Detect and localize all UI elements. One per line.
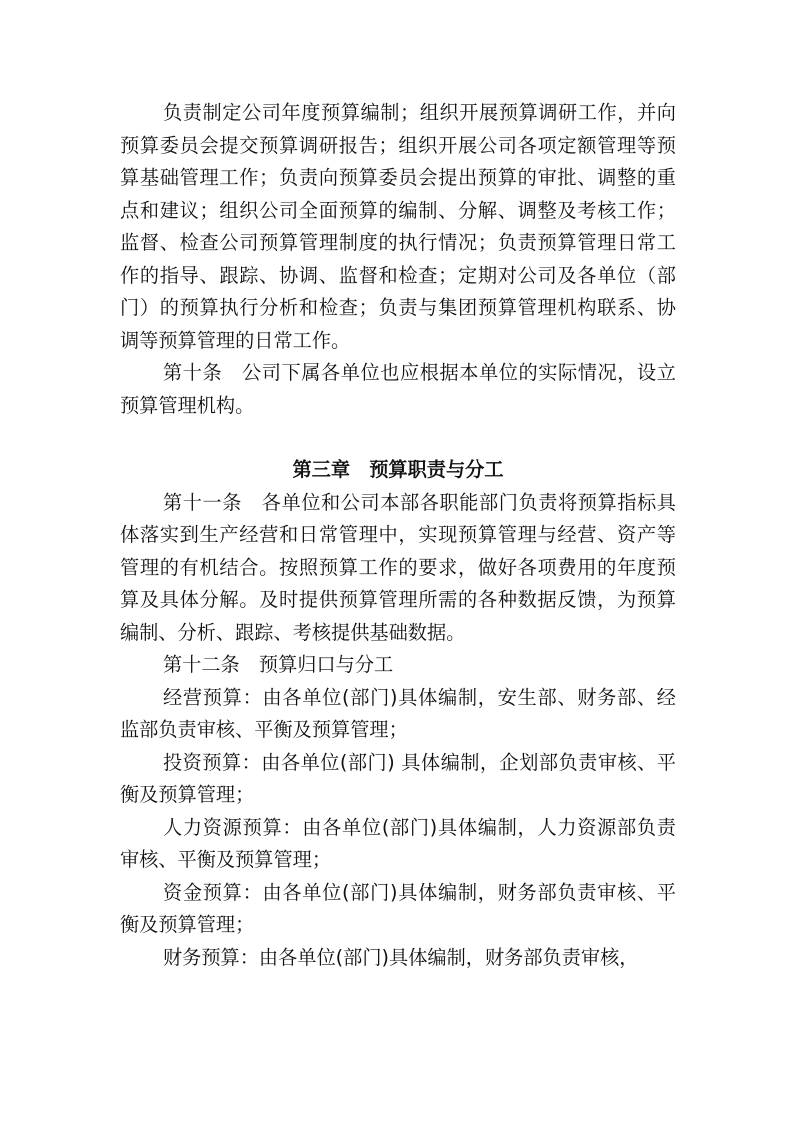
document-page bbox=[120, 97, 676, 974]
paragraph-operating-budget: 经营预算：由各单位(部门)具体编制，安生部、财务部、经监部负责审核、平衡及预算管理； bbox=[120, 685, 676, 741]
paragraph-capital-budget: 资金预算：由各单位(部门)具体编制，财务部负责审核、平衡及预算管理； bbox=[120, 880, 676, 936]
paragraph-financial-budget: 财务预算：由各单位(部门)具体编制，财务部负责审核， bbox=[163, 945, 639, 969]
paragraph-article-11: 第十一条 各单位和公司本部各职能部门负责将预算指标具体落实到生产经营和日常管理中，实现预算管理与经营、资产等管理的有机结合。按照预算工作的要求，做好各项费用的年度预算及具体分解。及时提供预算管理所需的各种数据反馈，为预算编制、分析、跟踪、考核提供基础数据。 bbox=[120, 490, 676, 644]
paragraph-budget-duties: 负责制定公司年度预算编制；组织开展预算调研工作，并向预算委员会提交预算调研报告；组织开展公司各项定额管理等预算基础管理工作；负责向预算委员会提出预算的审批、调整的重点和建议；组织公司全面预算的编制、分解、调整及考核工作；监督、检查公司预算管理制度的执行情况；负责预算管理日常工作的指导、跟踪、协调、监督和检查；定期对公司及各单位（部门）的预算执行分析和检查；负责与集团预算管理机构联系、协调等预算管理的日常工作。 bbox=[120, 101, 676, 352]
chapter-heading: 第三章 预算职责与分工 bbox=[292, 458, 504, 481]
paragraph-article-10: 第十条 公司下属各单位也应根据本单位的实际情况，设立预算管理机构。 bbox=[120, 361, 676, 417]
paragraph-hr-budget: 人力资源预算：由各单位(部门)具体编制，人力资源部负责审核、平衡及预算管理； bbox=[120, 815, 676, 871]
paragraph-article-12: 第十二条 预算归口与分工 bbox=[163, 653, 394, 676]
paragraph-investment-budget: 投资预算：由各单位(部门) 具体编制，企划部负责审核、平衡及预算管理； bbox=[120, 750, 676, 806]
